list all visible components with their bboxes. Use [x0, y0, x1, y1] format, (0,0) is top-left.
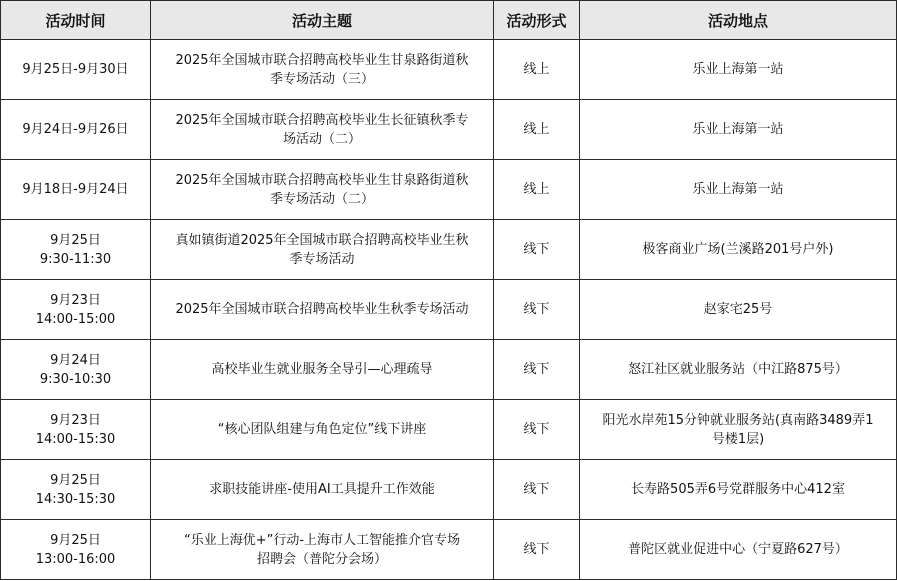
cell-activity-place [580, 520, 897, 580]
cell-activity-theme-line: 求职技能讲座-使用AI工具提升工作效能 [209, 482, 435, 497]
cell-activity-time-line: 9月25日 [50, 472, 101, 488]
cell-activity-place-line: 乐业上海第一站 [692, 122, 784, 137]
cell-activity-place [580, 400, 897, 460]
table-row [1, 40, 897, 100]
header-activity-form: 活动形式 [494, 1, 580, 40]
cell-activity-place-line: 赵家宅25号 [703, 302, 773, 317]
cell-activity-form: 线下 [494, 220, 580, 280]
cell-activity-place [580, 280, 897, 340]
cell-activity-theme-line: 季专场活动（二） [269, 191, 374, 207]
cell-activity-time-line: 9月24日 [50, 352, 101, 368]
cell-activity-form: 线下 [494, 340, 580, 400]
cell-activity-theme-line: 2025年全国城市联合招聘高校毕业生甘泉路街道秋 [175, 172, 469, 188]
cell-activity-time-line: 9月18日-9月24日 [22, 182, 129, 197]
cell-activity-form: 线上 [494, 160, 580, 220]
cell-activity-time-line: 9月23日 [50, 412, 101, 428]
cell-activity-time-line: 14:00-15:30 [35, 431, 116, 447]
cell-activity-theme-line: 真如镇街道2025年全国城市联合招聘高校毕业生秋 [175, 232, 469, 248]
table-row [1, 160, 897, 220]
header-row [1, 1, 897, 40]
cell-activity-time [1, 460, 151, 520]
cell-activity-time [1, 160, 151, 220]
cell-activity-place-line: 乐业上海第一站 [692, 62, 784, 77]
cell-activity-theme [151, 460, 494, 520]
cell-activity-time-line: 13:00-16:00 [35, 551, 116, 567]
header-activity-time: 活动时间 [1, 1, 151, 40]
cell-activity-theme [151, 100, 494, 160]
cell-activity-place [580, 100, 897, 160]
cell-activity-form: 线下 [494, 280, 580, 340]
cell-activity-form: 线下 [494, 520, 580, 580]
cell-activity-theme-line: 季专场活动（三） [269, 71, 374, 87]
cell-activity-theme-line: 2025年全国城市联合招聘高校毕业生秋季专场活动 [175, 302, 469, 317]
cell-activity-time-line: 9月23日 [50, 292, 101, 308]
cell-activity-time-line: 9月25日 [50, 232, 101, 248]
table-row [1, 400, 897, 460]
cell-activity-theme [151, 340, 494, 400]
cell-activity-theme [151, 520, 494, 580]
cell-activity-time-line: 9月24日-9月26日 [22, 122, 129, 137]
cell-activity-time [1, 40, 151, 100]
cell-activity-time [1, 400, 151, 460]
table-row [1, 460, 897, 520]
cell-activity-place [580, 340, 897, 400]
table-body [1, 40, 897, 580]
cell-activity-place-line: 长寿路505弄6号党群服务中心412室 [631, 482, 845, 497]
cell-activity-place-line: 极客商业广场(兰溪路201号户外) [642, 242, 834, 257]
table-row [1, 100, 897, 160]
cell-activity-time [1, 340, 151, 400]
cell-activity-theme-line: “核心团队组建与角色定位”线下讲座 [217, 422, 427, 437]
cell-activity-time [1, 520, 151, 580]
cell-activity-time-line: 9:30-10:30 [39, 371, 112, 387]
cell-activity-theme-line: 高校毕业生就业服务全导引—心理疏导 [211, 362, 433, 377]
cell-activity-place [580, 220, 897, 280]
cell-activity-place [580, 460, 897, 520]
cell-activity-theme [151, 280, 494, 340]
cell-activity-time-line: 9月25日-9月30日 [22, 62, 129, 77]
cell-activity-theme [151, 220, 494, 280]
header-activity-place: 活动地点 [580, 1, 897, 40]
cell-activity-theme-line: “乐业上海优+”行动-上海市人工智能推介官专场 [183, 532, 461, 548]
cell-activity-time-line: 9:30-11:30 [39, 251, 112, 267]
table-row [1, 280, 897, 340]
cell-activity-time [1, 220, 151, 280]
cell-activity-form: 线下 [494, 460, 580, 520]
cell-activity-place-line: 乐业上海第一站 [692, 182, 784, 197]
cell-activity-form: 线下 [494, 400, 580, 460]
cell-activity-theme-line: 季专场活动 [289, 251, 355, 267]
cell-activity-place [580, 40, 897, 100]
cell-activity-place-line: 普陀区就业促进中心（宁夏路627号） [628, 542, 848, 557]
cell-activity-time [1, 280, 151, 340]
table-row [1, 520, 897, 580]
cell-activity-theme [151, 400, 494, 460]
cell-activity-place-line: 怒江社区就业服务站（中江路875号） [628, 362, 848, 377]
cell-activity-theme-line: 场活动（二） [282, 131, 361, 147]
cell-activity-theme [151, 40, 494, 100]
cell-activity-place-line: 阳光水岸苑15分钟就业服务站(真南路3489弄1 [602, 412, 874, 428]
cell-activity-time-line: 14:00-15:00 [35, 311, 116, 327]
cell-activity-time [1, 100, 151, 160]
cell-activity-form: 线上 [494, 100, 580, 160]
cell-activity-time-line: 9月25日 [50, 532, 101, 548]
table-header [1, 1, 897, 40]
cell-activity-place-line: 号楼1层) [711, 431, 765, 447]
cell-activity-theme-line: 2025年全国城市联合招聘高校毕业生甘泉路街道秋 [175, 52, 469, 68]
cell-activity-time-line: 14:30-15:30 [35, 491, 116, 507]
cell-activity-form: 线上 [494, 40, 580, 100]
cell-activity-theme [151, 160, 494, 220]
cell-activity-theme-line: 招聘会（普陀分会场） [256, 551, 387, 567]
table-row [1, 340, 897, 400]
table-row [1, 220, 897, 280]
header-activity-theme: 活动主题 [151, 1, 494, 40]
cell-activity-theme-line: 2025年全国城市联合招聘高校毕业生长征镇秋季专 [175, 112, 469, 128]
cell-activity-place [580, 160, 897, 220]
